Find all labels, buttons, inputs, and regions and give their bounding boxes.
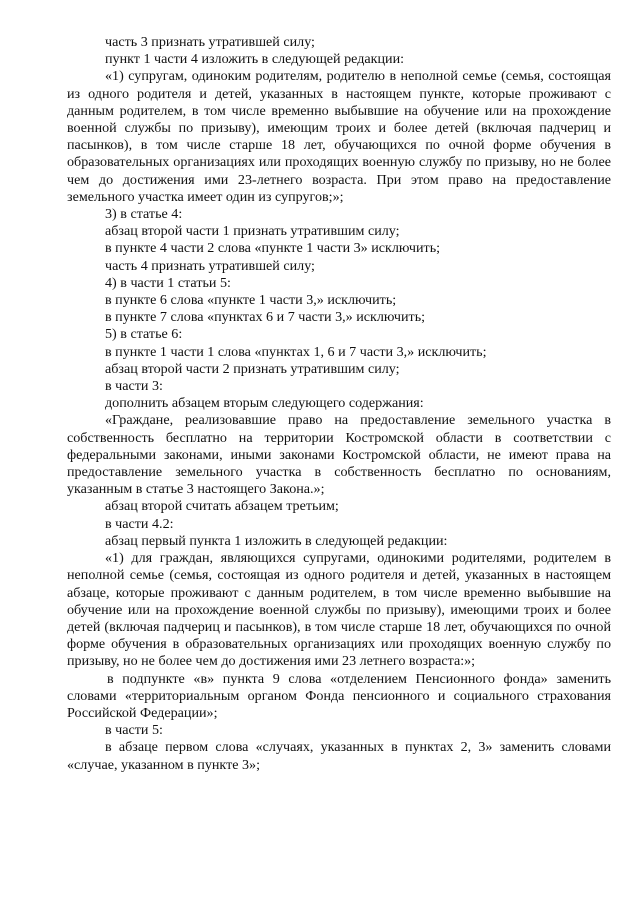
paragraph-10: в пункте 7 слова «пунктах 6 и 7 части 3,» исключить;	[105, 309, 426, 326]
paragraph-17: абзац второй считать абзацем третьим;	[105, 498, 339, 515]
paragraph-18: в части 4.2:	[105, 515, 174, 532]
paragraph-8: 4) в части 1 статьи 5:	[105, 274, 231, 291]
paragraph-22: в части 5:	[105, 722, 163, 739]
paragraph-20: «1) для граждан, являющихся супругами, одинокими родителями, родителем в неполной семье (семья, состоящая из одного родителя и детей, указанных в настоящем абзаце, которые проживают с данным родителем, в том числе временно выбывшие на обучение или на прохождение военной службы по призыву), имеющими троих и более детей (включая падчериц и пасынков), в том числе старше 18 лет, обучающихся по очной форме обучения в образовательных организациях или проходящих военную службу по призыву, но не более чем до достижения ими 23 летнего возраста:»;	[67, 550, 611, 670]
paragraph-21: в подпункте «в» пункта 9 слова «отделением Пенсионного фонда» заменить словами «территориальным органом Фонда пенсионного и социального страхования Российской Федерации»;	[67, 670, 611, 721]
paragraph-3: «1) супругам, одиноким родителям, родителю в неполной семье (семья, состоящая из одного родителя и детей, указанных в настоящем пункте, которые проживают с данным родителем, в том числе временно выбывшие на обучение или на прохождение военной службы по призыву), имеющим троих и более детей (включая падчериц и пасынков), в том числе старше 18 лет, обучающихся по очной форме обучения в образовательных организациях или проходящих военную службу по призыву, но не более чем до достижения ими 23-летнего возраста. При этом право на предоставление земельного участка имеет один из супругов;»;	[67, 68, 611, 205]
paragraph-9: в пункте 6 слова «пункте 1 части 3,» исключить;	[105, 292, 397, 309]
paragraph-16: «Граждане, реализовавшие право на предоставление земельного участка в собственность бесплатно на территории Костромской области в соответствии с федеральными законами, иными законами Костромской области, не имеют права на предоставление земельного участка в собственность бесплатно по основаниям, указанным в статье 3 настоящего Закона.»;	[67, 412, 611, 498]
paragraph-1: часть 3 признать утратившей силу;	[105, 34, 315, 50]
paragraph-11: 5) в статье 6:	[105, 326, 183, 343]
paragraph-2: пункт 1 части 4 изложить в следующей редакции:	[105, 51, 405, 68]
paragraph-13: абзац второй части 2 признать утратившим силу;	[105, 360, 400, 377]
paragraph-14: в части 3:	[105, 378, 163, 395]
paragraph-6: в пункте 4 части 2 слова «пункте 1 части 3» исключить;	[105, 240, 441, 257]
paragraph-5: абзац второй части 1 признать утратившим силу;	[105, 223, 400, 240]
paragraph-19: абзац первый пункта 1 изложить в следующей редакции:	[105, 532, 448, 549]
paragraph-7: часть 4 признать утратившей силу;	[105, 257, 315, 274]
paragraph-4: 3) в статье 4:	[105, 206, 183, 223]
paragraph-15: дополнить абзацем вторым следующего содержания:	[105, 395, 424, 412]
paragraph-12: в пункте 1 части 1 слова «пунктах 1, 6 и 7 части 3,» исключить;	[105, 343, 487, 360]
paragraph-23: в абзаце первом слова «случаях, указанных в пунктах 2, 3» заменить словами «случае, указанном в пункте 3»;	[67, 739, 611, 773]
